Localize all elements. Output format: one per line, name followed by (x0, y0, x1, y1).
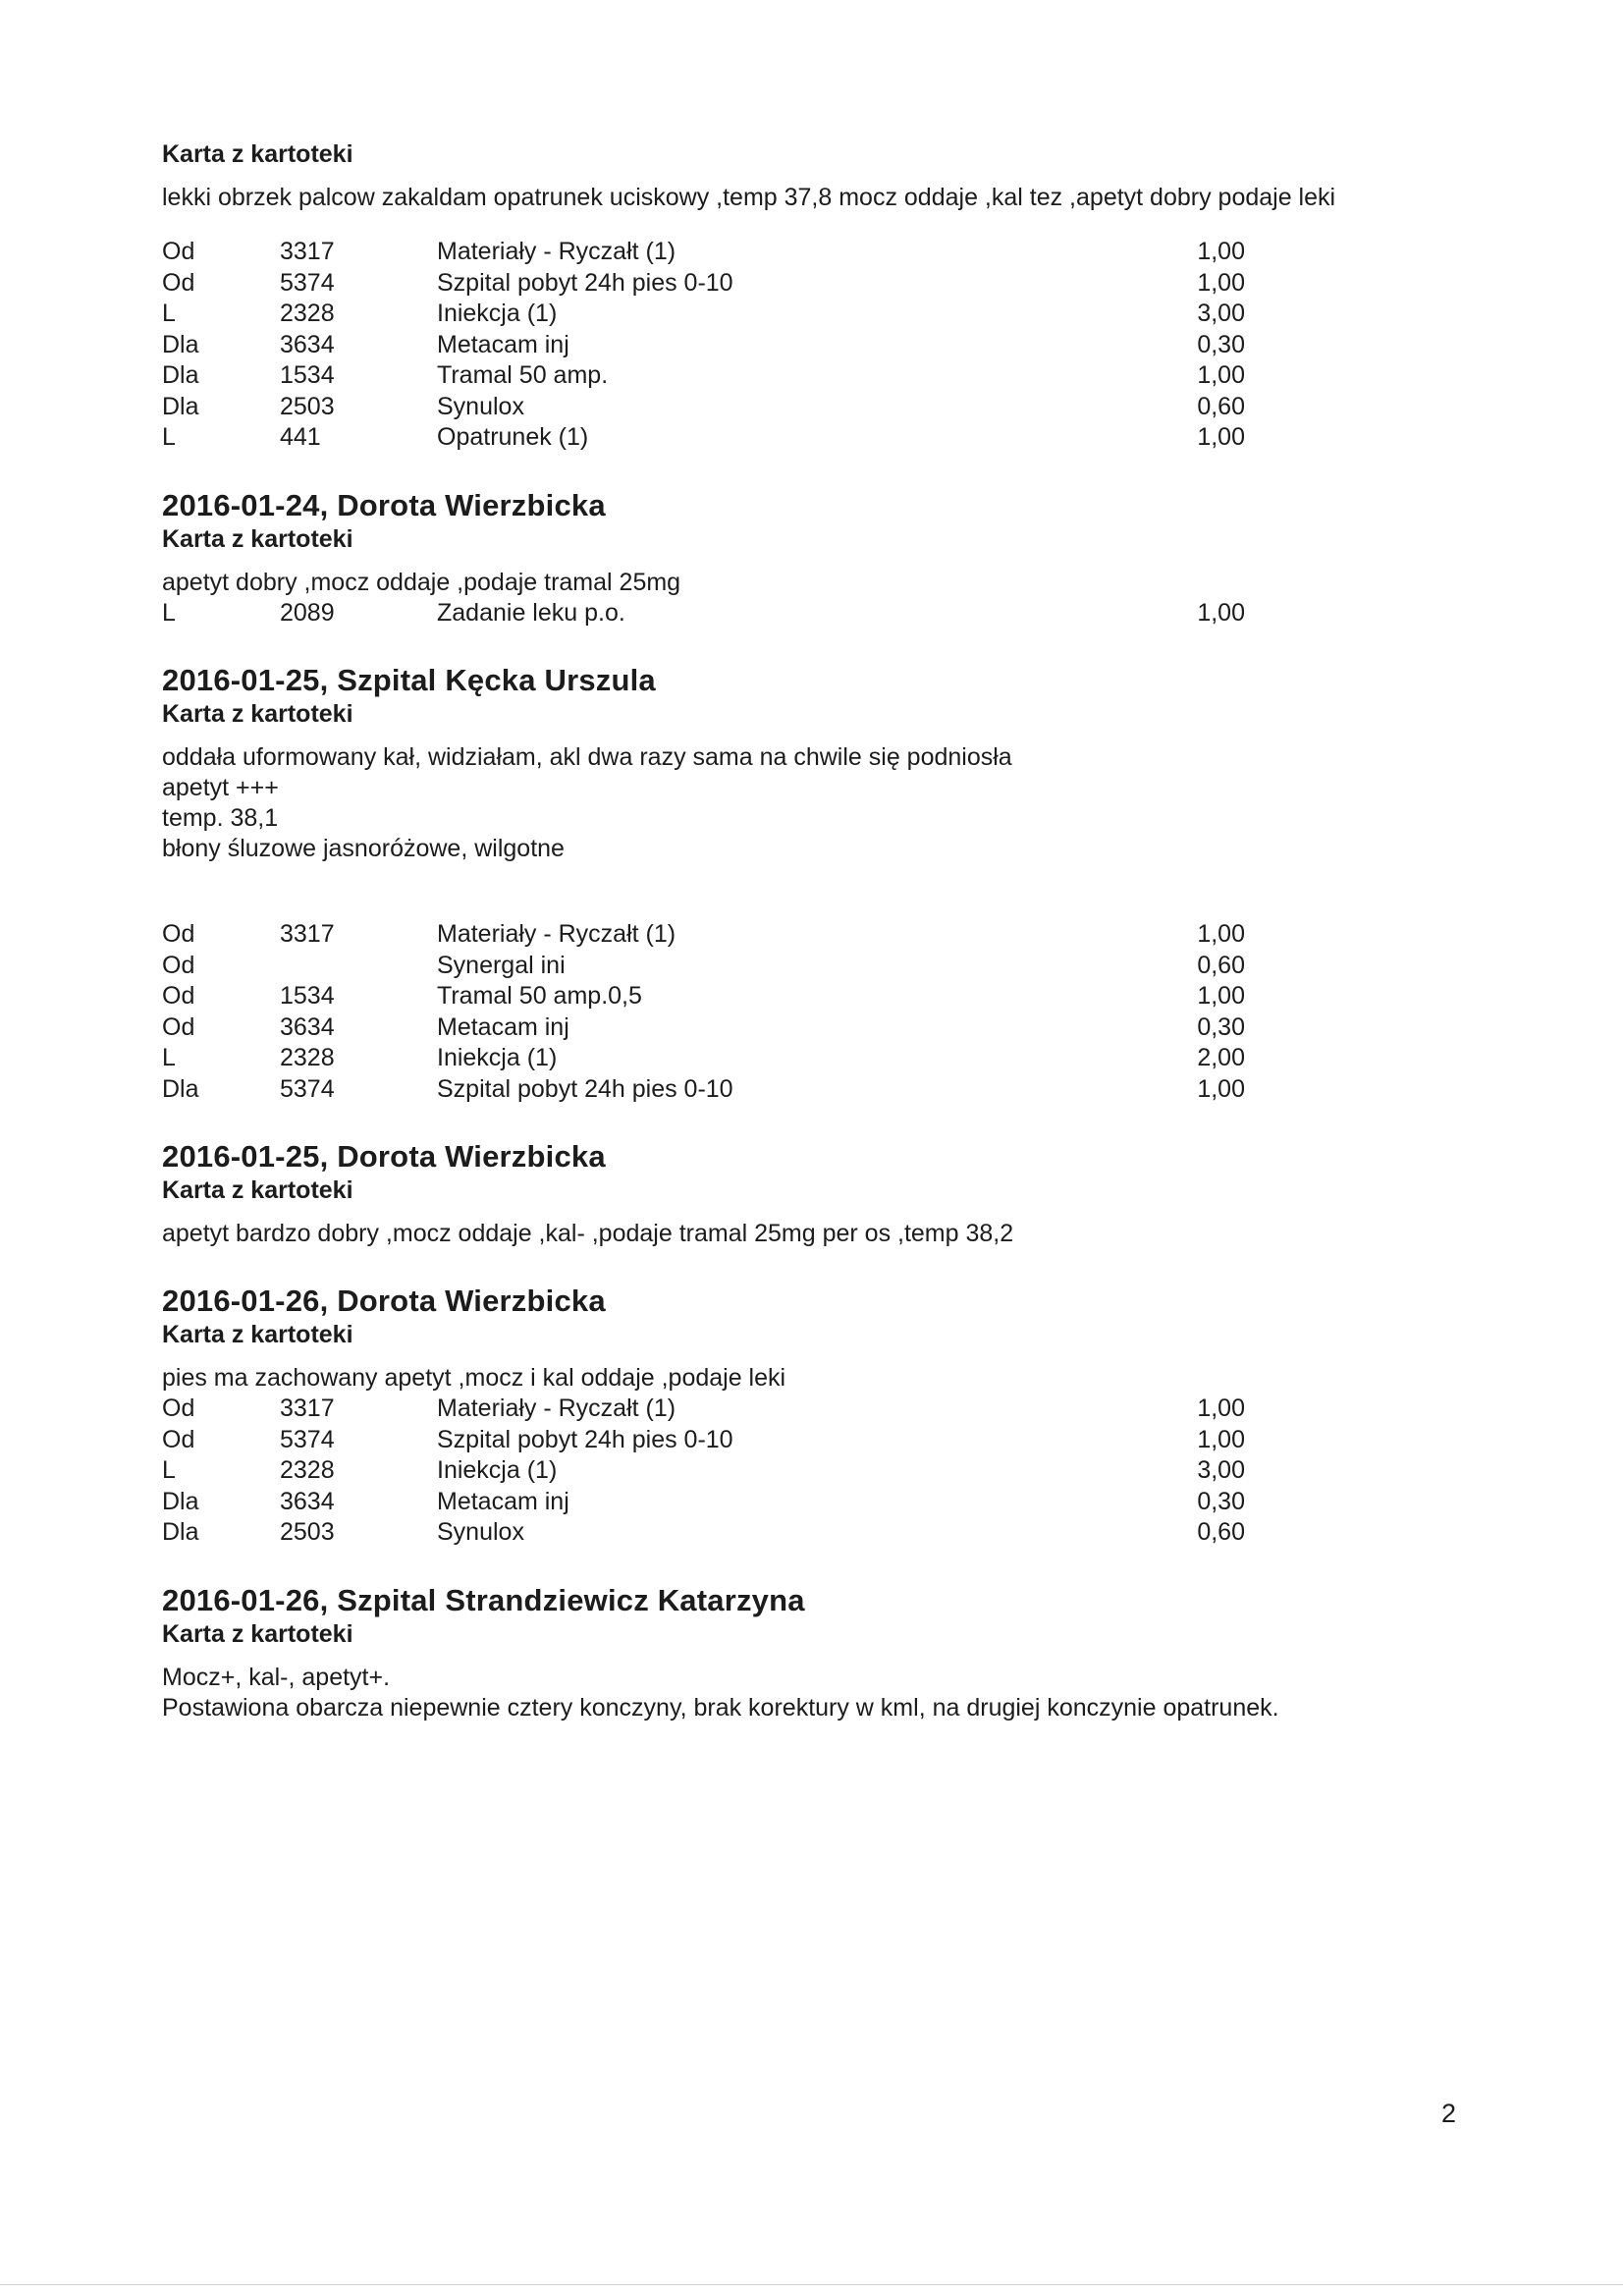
service-row (162, 422, 1478, 454)
service-row (162, 981, 1478, 1012)
service-row (162, 360, 1478, 392)
service-name: Synulox (437, 392, 524, 420)
service-qty: 1,00 (1197, 1074, 1245, 1103)
service-list (162, 1394, 1478, 1549)
entry-title: 2016-01-26, Dorota Wierzbicka (162, 1284, 606, 1318)
service-row (162, 919, 1478, 951)
service-row (162, 299, 1478, 330)
service-name: Iniekcja (1) (437, 1456, 558, 1484)
card-label: Karta z kartoteki (162, 700, 353, 728)
service-qty: 0,60 (1197, 1518, 1245, 1546)
service-row (162, 1517, 1478, 1549)
service-qty: 3,00 (1197, 300, 1245, 327)
service-row (162, 1012, 1478, 1044)
service-row (162, 268, 1478, 300)
note-line: apetyt bardzo dobry ,mocz oddaje ,kal- ,podaje tramal 25mg per os ,temp 38,2 (162, 1220, 1014, 1247)
record-entry (162, 1138, 1478, 1249)
service-name: Synulox (437, 1518, 524, 1546)
entry-title: 2016-01-24, Dorota Wierzbicka (162, 487, 606, 522)
note-line: apetyt +++ (162, 774, 279, 801)
card-label: Karta z kartoteki (162, 524, 353, 553)
record-entry (162, 139, 1478, 454)
service-row (162, 1074, 1478, 1106)
page-number: 2 (1441, 2099, 1457, 2128)
service-row (162, 1487, 1478, 1518)
service-code: 2328 (280, 300, 335, 327)
service-type: Od (162, 1394, 195, 1422)
service-code (280, 951, 437, 982)
service-name: Iniekcja (1) (437, 1044, 558, 1071)
service-type: Od (162, 951, 195, 979)
service-name: Szpital pobyt 24h pies 0-10 (437, 1425, 733, 1453)
card-label: Karta z kartoteki (162, 1321, 353, 1348)
note-line: pies ma zachowany apetyt ,mocz i kal oddaje ,podaje leki (162, 1364, 786, 1392)
service-row (162, 598, 1478, 629)
card-label: Karta z kartoteki (162, 1619, 353, 1648)
service-row (162, 237, 1478, 268)
service-code: 3317 (280, 1394, 335, 1422)
note-line: Postawiona obarcza niepewnie cztery konczyny, brak korektury w kml, na drugiej konczynie opatrunek. (162, 1693, 1279, 1722)
entry-title: 2016-01-25, Szpital Kęcka Urszula (162, 663, 656, 697)
service-row (162, 1425, 1478, 1456)
service-list (162, 919, 1478, 1105)
service-name: Metacam inj (437, 1012, 569, 1041)
note-line: temp. 38,1 (162, 804, 279, 832)
page-bottom-rule (0, 2284, 1623, 2285)
service-row (162, 951, 1478, 982)
service-qty: 1,00 (1197, 1425, 1245, 1453)
service-code: 441 (280, 423, 321, 451)
service-row (162, 1394, 1478, 1425)
service-name: Metacam inj (437, 330, 569, 358)
service-type: Od (162, 268, 195, 297)
service-qty: 1,00 (1197, 982, 1245, 1010)
service-qty: 1,00 (1197, 920, 1245, 948)
service-name: Materiały - Ryczałt (1) (437, 1394, 676, 1422)
service-qty: 2,00 (1197, 1044, 1245, 1071)
service-code: 5374 (280, 1425, 335, 1453)
note-line: błony śluzowe jasnoróżowe, wilgotne (162, 835, 565, 862)
service-qty: 3,00 (1197, 1456, 1245, 1484)
service-list (162, 598, 1478, 629)
service-name: Materiały - Ryczałt (1) (437, 920, 676, 948)
service-code: 2503 (280, 392, 335, 420)
service-qty: 1,00 (1197, 423, 1245, 451)
record-entry (162, 487, 1478, 629)
service-name: Tramal 50 amp.0,5 (437, 982, 642, 1010)
service-code: 3317 (280, 920, 335, 948)
service-type: Od (162, 1012, 195, 1041)
service-name: Iniekcja (1) (437, 300, 558, 327)
service-name: Opatrunek (1) (437, 423, 589, 451)
note-line: apetyt dobry ,mocz oddaje ,podaje tramal 25mg (162, 568, 681, 596)
service-code: 5374 (280, 1074, 335, 1103)
record-entry (162, 1283, 1478, 1549)
service-list (162, 237, 1478, 454)
card-label: Karta z kartoteki (162, 140, 353, 168)
service-code: 3634 (280, 330, 335, 358)
service-code: 2503 (280, 1518, 335, 1546)
entry-title: 2016-01-25, Dorota Wierzbicka (162, 1139, 606, 1174)
service-code: 2328 (280, 1044, 335, 1071)
service-name: Synergal ini (437, 951, 566, 979)
service-qty: 0,60 (1197, 392, 1245, 420)
service-type: Dla (162, 330, 199, 358)
service-code: 3634 (280, 1487, 335, 1515)
service-code: 3317 (280, 238, 335, 265)
service-code: 2089 (280, 598, 335, 627)
service-type: Od (162, 238, 195, 265)
service-row (162, 1455, 1478, 1487)
service-type: L (162, 598, 176, 627)
service-qty: 1,00 (1197, 598, 1245, 627)
service-qty: 1,00 (1197, 238, 1245, 265)
record-entry (162, 662, 1478, 1105)
service-qty: 0,30 (1197, 1487, 1245, 1515)
service-type: Dla (162, 361, 199, 389)
entry-title: 2016-01-26, Szpital Strandziewicz Katarzyna (162, 1582, 805, 1617)
service-type: Dla (162, 392, 199, 420)
service-type: L (162, 300, 176, 327)
service-type: Dla (162, 1074, 199, 1103)
service-type: Dla (162, 1487, 199, 1515)
service-qty: 0,30 (1197, 1012, 1245, 1041)
service-qty: 1,00 (1197, 1394, 1245, 1422)
card-label: Karta z kartoteki (162, 1176, 353, 1204)
service-qty: 1,00 (1197, 268, 1245, 297)
service-type: Od (162, 920, 195, 948)
service-type: Dla (162, 1518, 199, 1546)
service-type: L (162, 1044, 176, 1071)
service-qty: 1,00 (1197, 361, 1245, 389)
service-code: 5374 (280, 268, 335, 297)
service-name: Tramal 50 amp. (437, 361, 609, 389)
service-row (162, 330, 1478, 361)
service-code: 1534 (280, 982, 335, 1010)
service-type: L (162, 423, 176, 451)
record-entry (162, 1582, 1478, 1723)
document-content (162, 139, 1478, 1723)
service-name: Zadanie leku p.o. (437, 598, 625, 627)
service-name: Materiały - Ryczałt (1) (437, 238, 676, 265)
note-line: lekki obrzek palcow zakaldam opatrunek uciskowy ,temp 37,8 mocz oddaje ,kal tez ,apetyt dobry podaje leki (162, 184, 1336, 211)
service-name: Metacam inj (437, 1487, 569, 1515)
service-code: 2328 (280, 1456, 335, 1484)
service-name: Szpital pobyt 24h pies 0-10 (437, 268, 733, 297)
service-code: 3634 (280, 1012, 335, 1041)
service-type: Od (162, 1425, 195, 1453)
note-line: Mocz+, kal-, apetyt+. (162, 1663, 391, 1691)
service-name: Szpital pobyt 24h pies 0-10 (437, 1074, 733, 1103)
service-qty: 0,30 (1197, 330, 1245, 358)
note-line: oddała uformowany kał, widziałam, akl dwa razy sama na chwile się podniosła (162, 743, 1012, 771)
service-row (162, 392, 1478, 423)
service-code: 1534 (280, 361, 335, 389)
service-row (162, 1043, 1478, 1074)
service-qty: 0,60 (1197, 951, 1245, 979)
service-type: Od (162, 982, 195, 1010)
service-type: L (162, 1456, 176, 1484)
